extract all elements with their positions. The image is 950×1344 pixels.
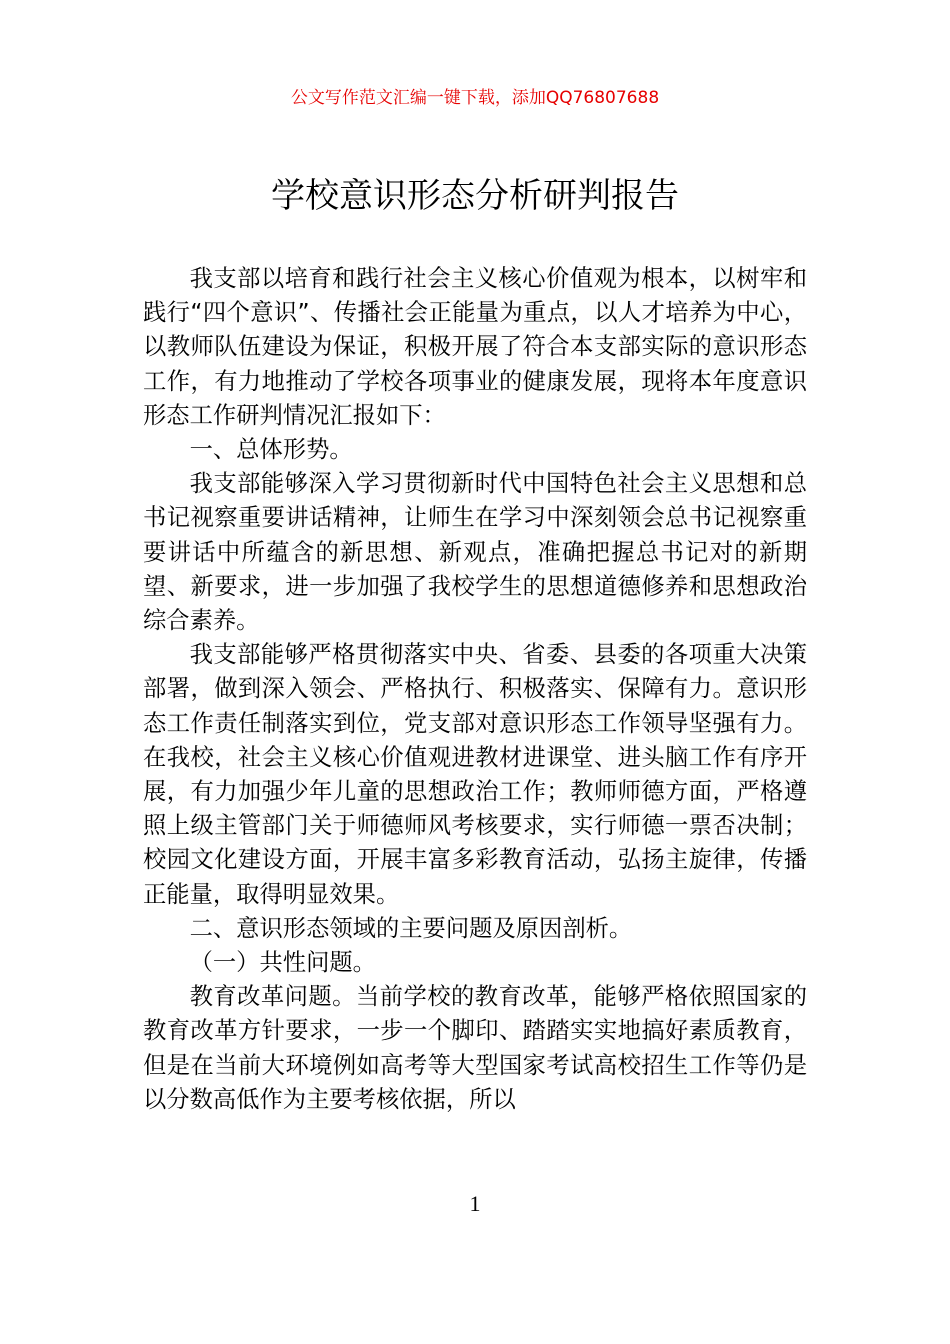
section-heading-overall-situation: 一、总体形势。 — [189, 436, 353, 464]
paragraph-implementation: 我支部能够严格贯彻落实中央、省委、县委的各项重大决策部署，做到深入领会、严格执行、积极落实、保障有力。意识形态工作责任制落实到位，党支部对意识形态工作领导坚强有力。在我校，社会主义核心价值观进教材进课堂、进头脑工作有序开展，有力加强少年儿童的思想政治工作；教师师德方面，严格遵照上级主管部门关于师德师风考核要求，实行师德一票否决制；校园文化建设方面，开展丰富多彩教育活动，弘扬主旋律，传播正能量，取得明显效果。 — [143, 641, 807, 908]
document-title: 学校意识形态分析研判报告 — [271, 176, 679, 216]
section-heading-main-problems: 二、意识形态领域的主要问题及原因剖析。 — [189, 914, 633, 942]
paragraph-education-reform: 教育改革问题。当前学校的教育改革，能够严格依照国家的教育改革方针要求，一步一个脚印、踏踏实实地搞好素质教育，但是在当前大环境例如高考等大型国家考试高校招生工作等仍是以分数高低作为主要考核依据，所以 — [143, 983, 807, 1113]
download-notice: 公文写作范文汇编一键下载，添加QQ76807688 — [290, 88, 660, 108]
subsection-heading-common-issues: （一）共性问题。 — [189, 949, 376, 977]
page-number: 1 — [469, 1191, 481, 1216]
paragraph-study: 我支部能够深入学习贯彻新时代中国特色社会主义思想和总书记视察重要讲话精神，让师生在学习中深刻领会总书记视察重要讲话中所蕴含的新思想、新观点，准确把握总书记对的新期望、新要求，进一步加强了我校学生的思想道德修养和思想政治综合素养。 — [143, 470, 807, 635]
paragraph-intro: 我支部以培育和践行社会主义核心价值观为根本，以树牢和践行“四个意识”、传播社会正能量为重点，以人才培养为中心，以教师队伍建设为保证，积极开展了符合本支部实际的意识形态工作，有力地推动了学校各项事业的健康发展，现将本年度意识形态工作研判情况汇报如下： — [143, 265, 807, 429]
document-body — [143, 262, 807, 1117]
